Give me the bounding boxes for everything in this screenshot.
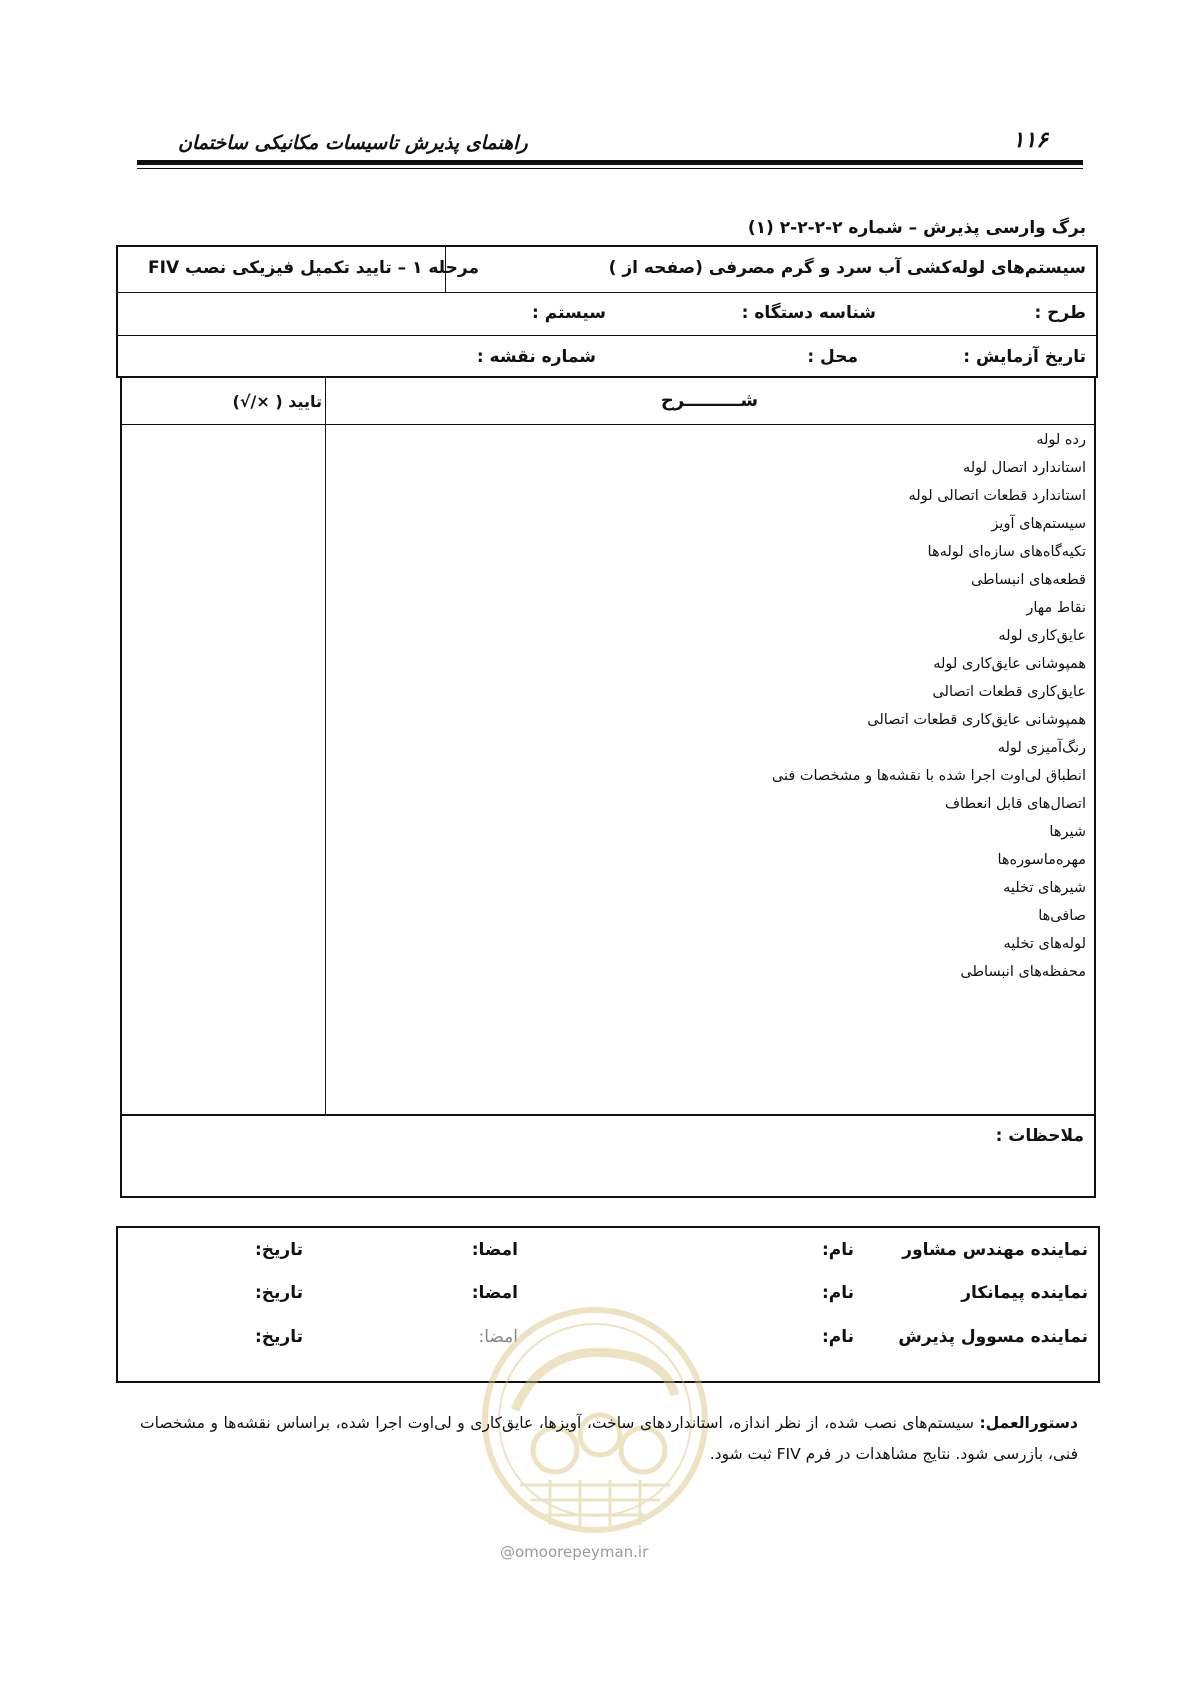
checklist-item: انطباق لی‌اوت اجرا شده با نقشه‌ها و مشخصات فنی	[771, 768, 1086, 784]
header-rule-thin	[137, 168, 1083, 169]
header-rule	[137, 160, 1083, 165]
checklist-item: استاندارد قطعات اتصالی لوله	[908, 488, 1086, 504]
checklist-item: رنگ‌آمیزی لوله	[997, 740, 1086, 756]
table-divider	[118, 292, 1096, 293]
signature-role: نماینده پیمانکار	[961, 1283, 1088, 1303]
system-heading: سیستم‌های لوله‌کشی آب سرد و گرم مصرفی (صفحه از )	[608, 258, 1086, 278]
info-table	[116, 245, 1098, 378]
signature-date-label: تاریخ:	[255, 1283, 303, 1303]
instructions	[140, 1408, 1078, 1470]
watermark-grid	[520, 1480, 670, 1530]
description-table	[120, 378, 1096, 1116]
approval-header: تایید ( ×/√)	[232, 392, 322, 411]
device-id-label: شناسه دستگاه :	[741, 303, 876, 323]
signature-row	[118, 1240, 1098, 1280]
watermark-calligraphy	[515, 1352, 675, 1410]
signature-sign-label: امضا:	[471, 1240, 518, 1260]
drawing-number-label: شماره نقشه :	[476, 347, 596, 367]
checklist-item: صافی‌ها	[1038, 908, 1086, 924]
checklist-item: تکیه‌گاه‌های سازه‌ای لوله‌ها	[927, 544, 1086, 560]
instructions-label: دستورالعمل:	[979, 1414, 1078, 1432]
form-title: برگ وارسی پذیرش – شماره ۲-۲-۲-۲ (۱)	[747, 218, 1086, 238]
signature-name-label: نام:	[821, 1283, 854, 1303]
checklist-item: همپوشانی عایق‌کاری قطعات اتصالی	[867, 712, 1086, 728]
checklist-item: همپوشانی عایق‌کاری لوله	[933, 656, 1086, 672]
checklist-item: مهره‌ماسوره‌ها	[997, 852, 1086, 868]
signature-role: نماینده مهندس مشاور	[902, 1240, 1088, 1260]
signature-sign-label: امضا:	[478, 1327, 518, 1347]
notes-label: ملاحظات :	[995, 1126, 1084, 1146]
notes-box	[120, 1116, 1096, 1198]
table-divider	[122, 424, 1094, 425]
checklist-item: رده لوله	[1036, 432, 1086, 448]
checklist-item: لوله‌های تخلیه	[1003, 936, 1086, 952]
signature-role: نماینده مسوول پذیرش	[898, 1327, 1088, 1347]
watermark-url: @omoorepeyman.ir	[500, 1543, 649, 1561]
book-title: راهنمای پذیرش تاسیسات مکانیکی ساختمان	[178, 132, 528, 154]
checklist-item: عایق‌کاری لوله	[998, 628, 1086, 644]
checklist-item: سیستم‌های آویز	[991, 516, 1086, 532]
system-label: سیستم :	[532, 303, 606, 323]
checklist-item: محفظه‌های انبساطی	[960, 964, 1086, 980]
checklist-item: عایق‌کاری قطعات اتصالی	[932, 684, 1086, 700]
signature-name-label: نام:	[821, 1327, 854, 1347]
checklist-item: نقاط مهار	[1026, 600, 1086, 616]
signature-date-label: تاریخ:	[255, 1327, 303, 1347]
page-number: ۱۱۶	[1012, 128, 1048, 153]
checklist-item: قطعه‌های انبساطی	[970, 572, 1086, 588]
description-header: شـــــــــرح	[660, 390, 759, 411]
checklist-item: استاندارد اتصال لوله	[962, 460, 1086, 476]
checklist-item: شیرهای تخلیه	[1003, 880, 1086, 896]
table-divider	[118, 335, 1096, 336]
plan-label: طرح :	[1034, 303, 1086, 323]
checklist-item: اتصال‌های قابل انعطاف	[945, 796, 1086, 812]
instructions-text: سیستم‌های نصب شده، از نظر اندازه، استانداردهای ساخت، آویزها، عایق‌کاری و لی‌اوت اجرا شده، براساس نقشه‌ها و مشخصات فنی، بازرسی شود. نتایج مشاهدات در فرم FIV ثبت شود.	[140, 1414, 1078, 1463]
checklist-item: شیرها	[1049, 824, 1086, 840]
table-divider	[325, 378, 326, 1114]
test-date-label: تاریخ آزمایش :	[963, 347, 1086, 367]
location-label: محل :	[807, 347, 858, 367]
signature-date-label: تاریخ:	[255, 1240, 303, 1260]
signature-name-label: نام:	[821, 1240, 854, 1260]
checklist	[772, 426, 1086, 986]
signature-sign-label: امضا:	[471, 1283, 518, 1303]
stage-label: مرحله ۱ – تایید تکمیل فیزیکی نصب FIV	[148, 258, 479, 278]
